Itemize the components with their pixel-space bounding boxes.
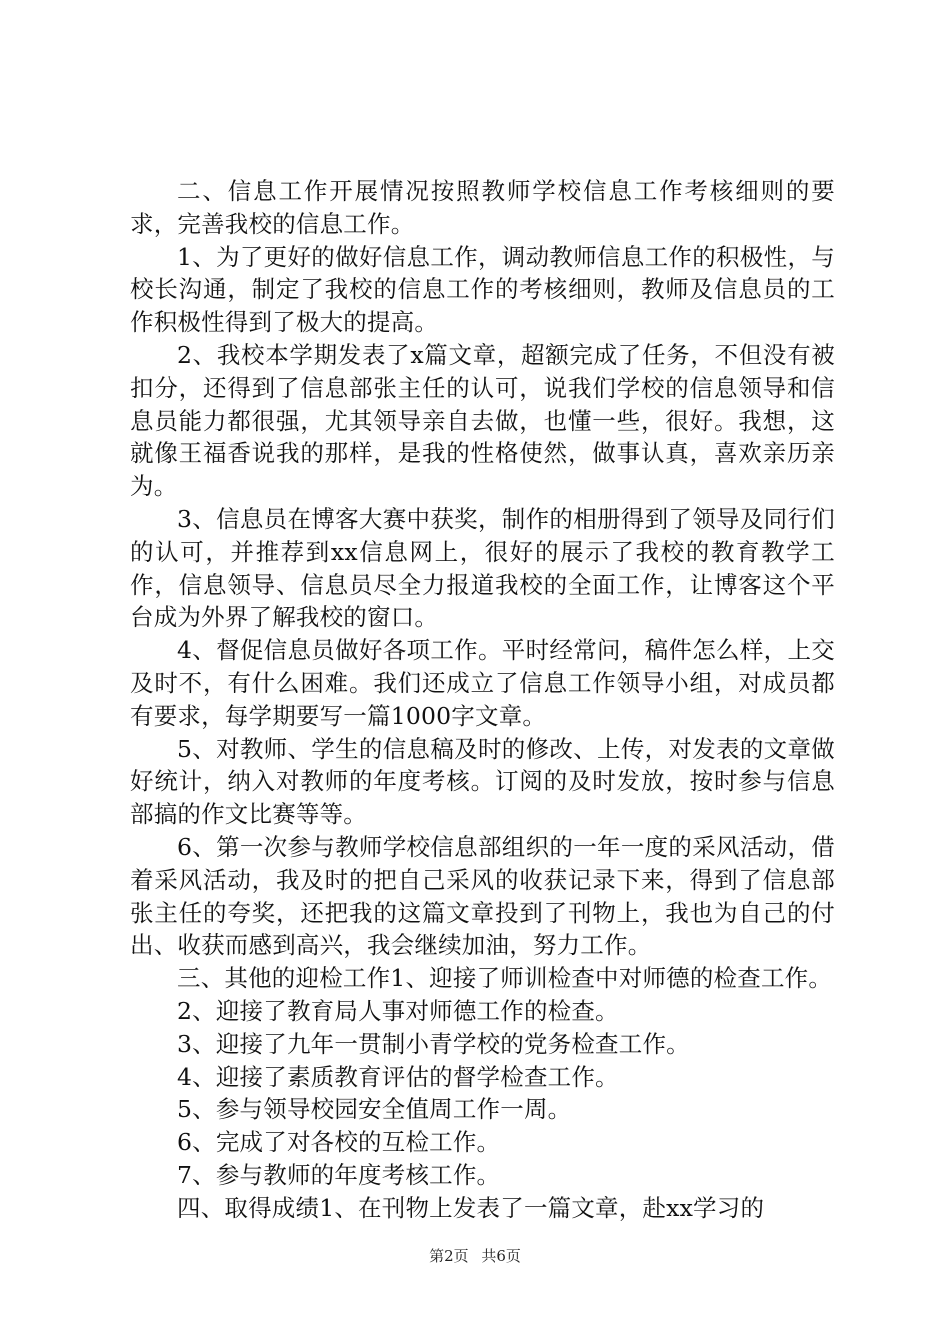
page-number: 第2页 [429, 1247, 469, 1265]
paragraph-check-3: 3、迎接了九年一贯制小青学校的党务检查工作。 [177, 1029, 690, 1058]
paragraph-check-2: 2、迎接了教育局人事对师德工作的检查。 [177, 996, 619, 1025]
paragraph-section-two: 二、信息工作开展情况按照教师学校信息工作考核细则的要求，完善我校的信息工作。 [130, 177, 835, 238]
paragraph-section-three: 三、其他的迎检工作1、迎接了师训检查中对师德的检查工作。 [177, 964, 833, 993]
paragraph-item-4: 4、督促信息员做好各项工作。平时经常问，稿件怎么样，上交及时不，有什么困难。我们还成立了信息工作领导小组，对成员都有要求，每学期要写一篇1000字文章。 [130, 636, 835, 730]
paragraph-check-5: 5、参与领导校园安全值周工作一周。 [177, 1095, 572, 1124]
document-body [130, 175, 835, 1225]
paragraph-item-1: 1、为了更好的做好信息工作，调动教师信息工作的积极性，与校长沟通，制定了我校的信息工作的考核细则，教师及信息员的工作积极性得到了极大的提高。 [130, 242, 835, 337]
paragraph-item-2: 2、我校本学期发表了x篇文章，超额完成了任务，不但没有被扣分，还得到了信息部张主任的认可，说我们学校的信息领导和信息员能力都很强，尤其领导亲自去做，也懂一些，很好。我想，这就像王福香说我的那样，是我的性格使然，做事认真，喜欢亲历亲为。 [130, 340, 835, 501]
paragraph-check-6: 6、完成了对各校的互检工作。 [177, 1128, 501, 1157]
paragraph-check-7: 7、参与教师的年度考核工作。 [177, 1160, 501, 1189]
paragraph-item-5: 5、对教师、学生的信息稿及时的修改、上传，对发表的文章做好统计，纳入对教师的年度考核。订阅的及时发放，按时参与信息部搞的作文比赛等等。 [130, 734, 835, 829]
paragraph-item-3: 3、信息员在博客大赛中获奖，制作的相册得到了领导及同行们的认可，并推荐到xx信息网上，很好的展示了我校的教育教学工作，信息领导、信息员尽全力报道我校的全面工作，让博客这个平台成为外界了解我校的窗口。 [130, 504, 835, 632]
paragraph-check-4: 4、迎接了素质教育评估的督学检查工作。 [177, 1062, 619, 1091]
paragraph-item-6: 6、第一次参与教师学校信息部组织的一年一度的采风活动，借着采风活动，我及时的把自己采风的收获记录下来，得到了信息部张主任的夸奖，还把我的这篇文章投到了刊物上，我也为自己的付出、收获而感到高兴，我会继续加油，努力工作。 [130, 832, 835, 960]
page-total: 共6页 [481, 1247, 521, 1265]
paragraph-section-four: 四、取得成绩1、在刊物上发表了一篇文章，赴xx学习的 [177, 1193, 765, 1222]
page-footer [0, 1245, 950, 1266]
